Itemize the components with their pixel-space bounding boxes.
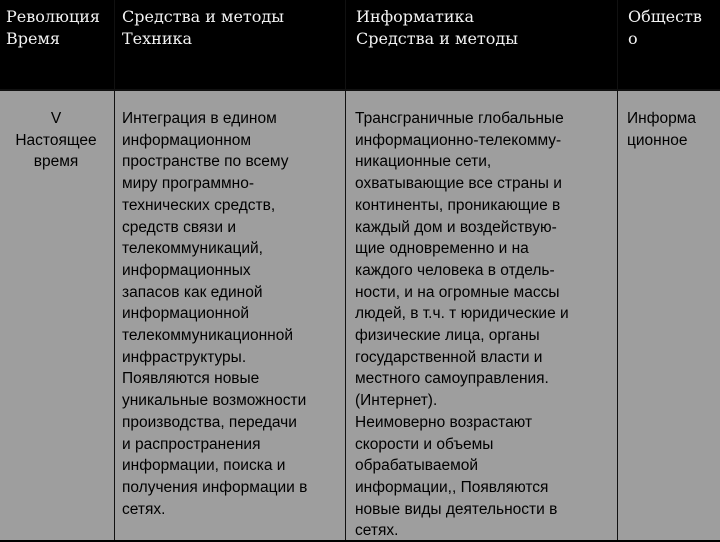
column-divider <box>114 0 115 540</box>
header-cell-informatics: Информатика Средства и методы <box>356 7 518 48</box>
header-cell-revolution: Революция Время <box>6 7 101 48</box>
column-divider <box>617 0 618 540</box>
cell-society: Информа ционное <box>627 110 696 149</box>
cell-revolution-time: V Настоящее время <box>15 110 97 171</box>
header-cell-means-methods: Средства и методы Техника <box>122 7 284 48</box>
cell-technology: Интеграция в едином информационном пространстве по всему миру программно- технических средств, средств связи и телекоммуникаций, информационных запасов как единой информационной телекоммуникационной инфраструктуры. Появляются новые уникальные возможности производства, передачи и распространения информации, поиска и получения информации в сетях. <box>122 110 308 518</box>
column-divider <box>345 0 346 540</box>
cell-informatics: Трансграничные глобальные информационно-телекомму- никационные сети, охватывающие все страны и континенты, проникающие в каждый дом и воздействую- щие одновременно и на каждого человека в отдель- ности, и на огромные массы людей, в т.ч. т юридические и физические лица, органы государственной власти и местного самоуправления. (Интернет). Неимоверно возрастают скорости и объемы обрабатываемой информации,, Появляются новые виды деятельности в сетях. <box>355 110 569 540</box>
header-cell-society: Обществ о <box>628 7 702 48</box>
header-divider <box>0 89 720 91</box>
